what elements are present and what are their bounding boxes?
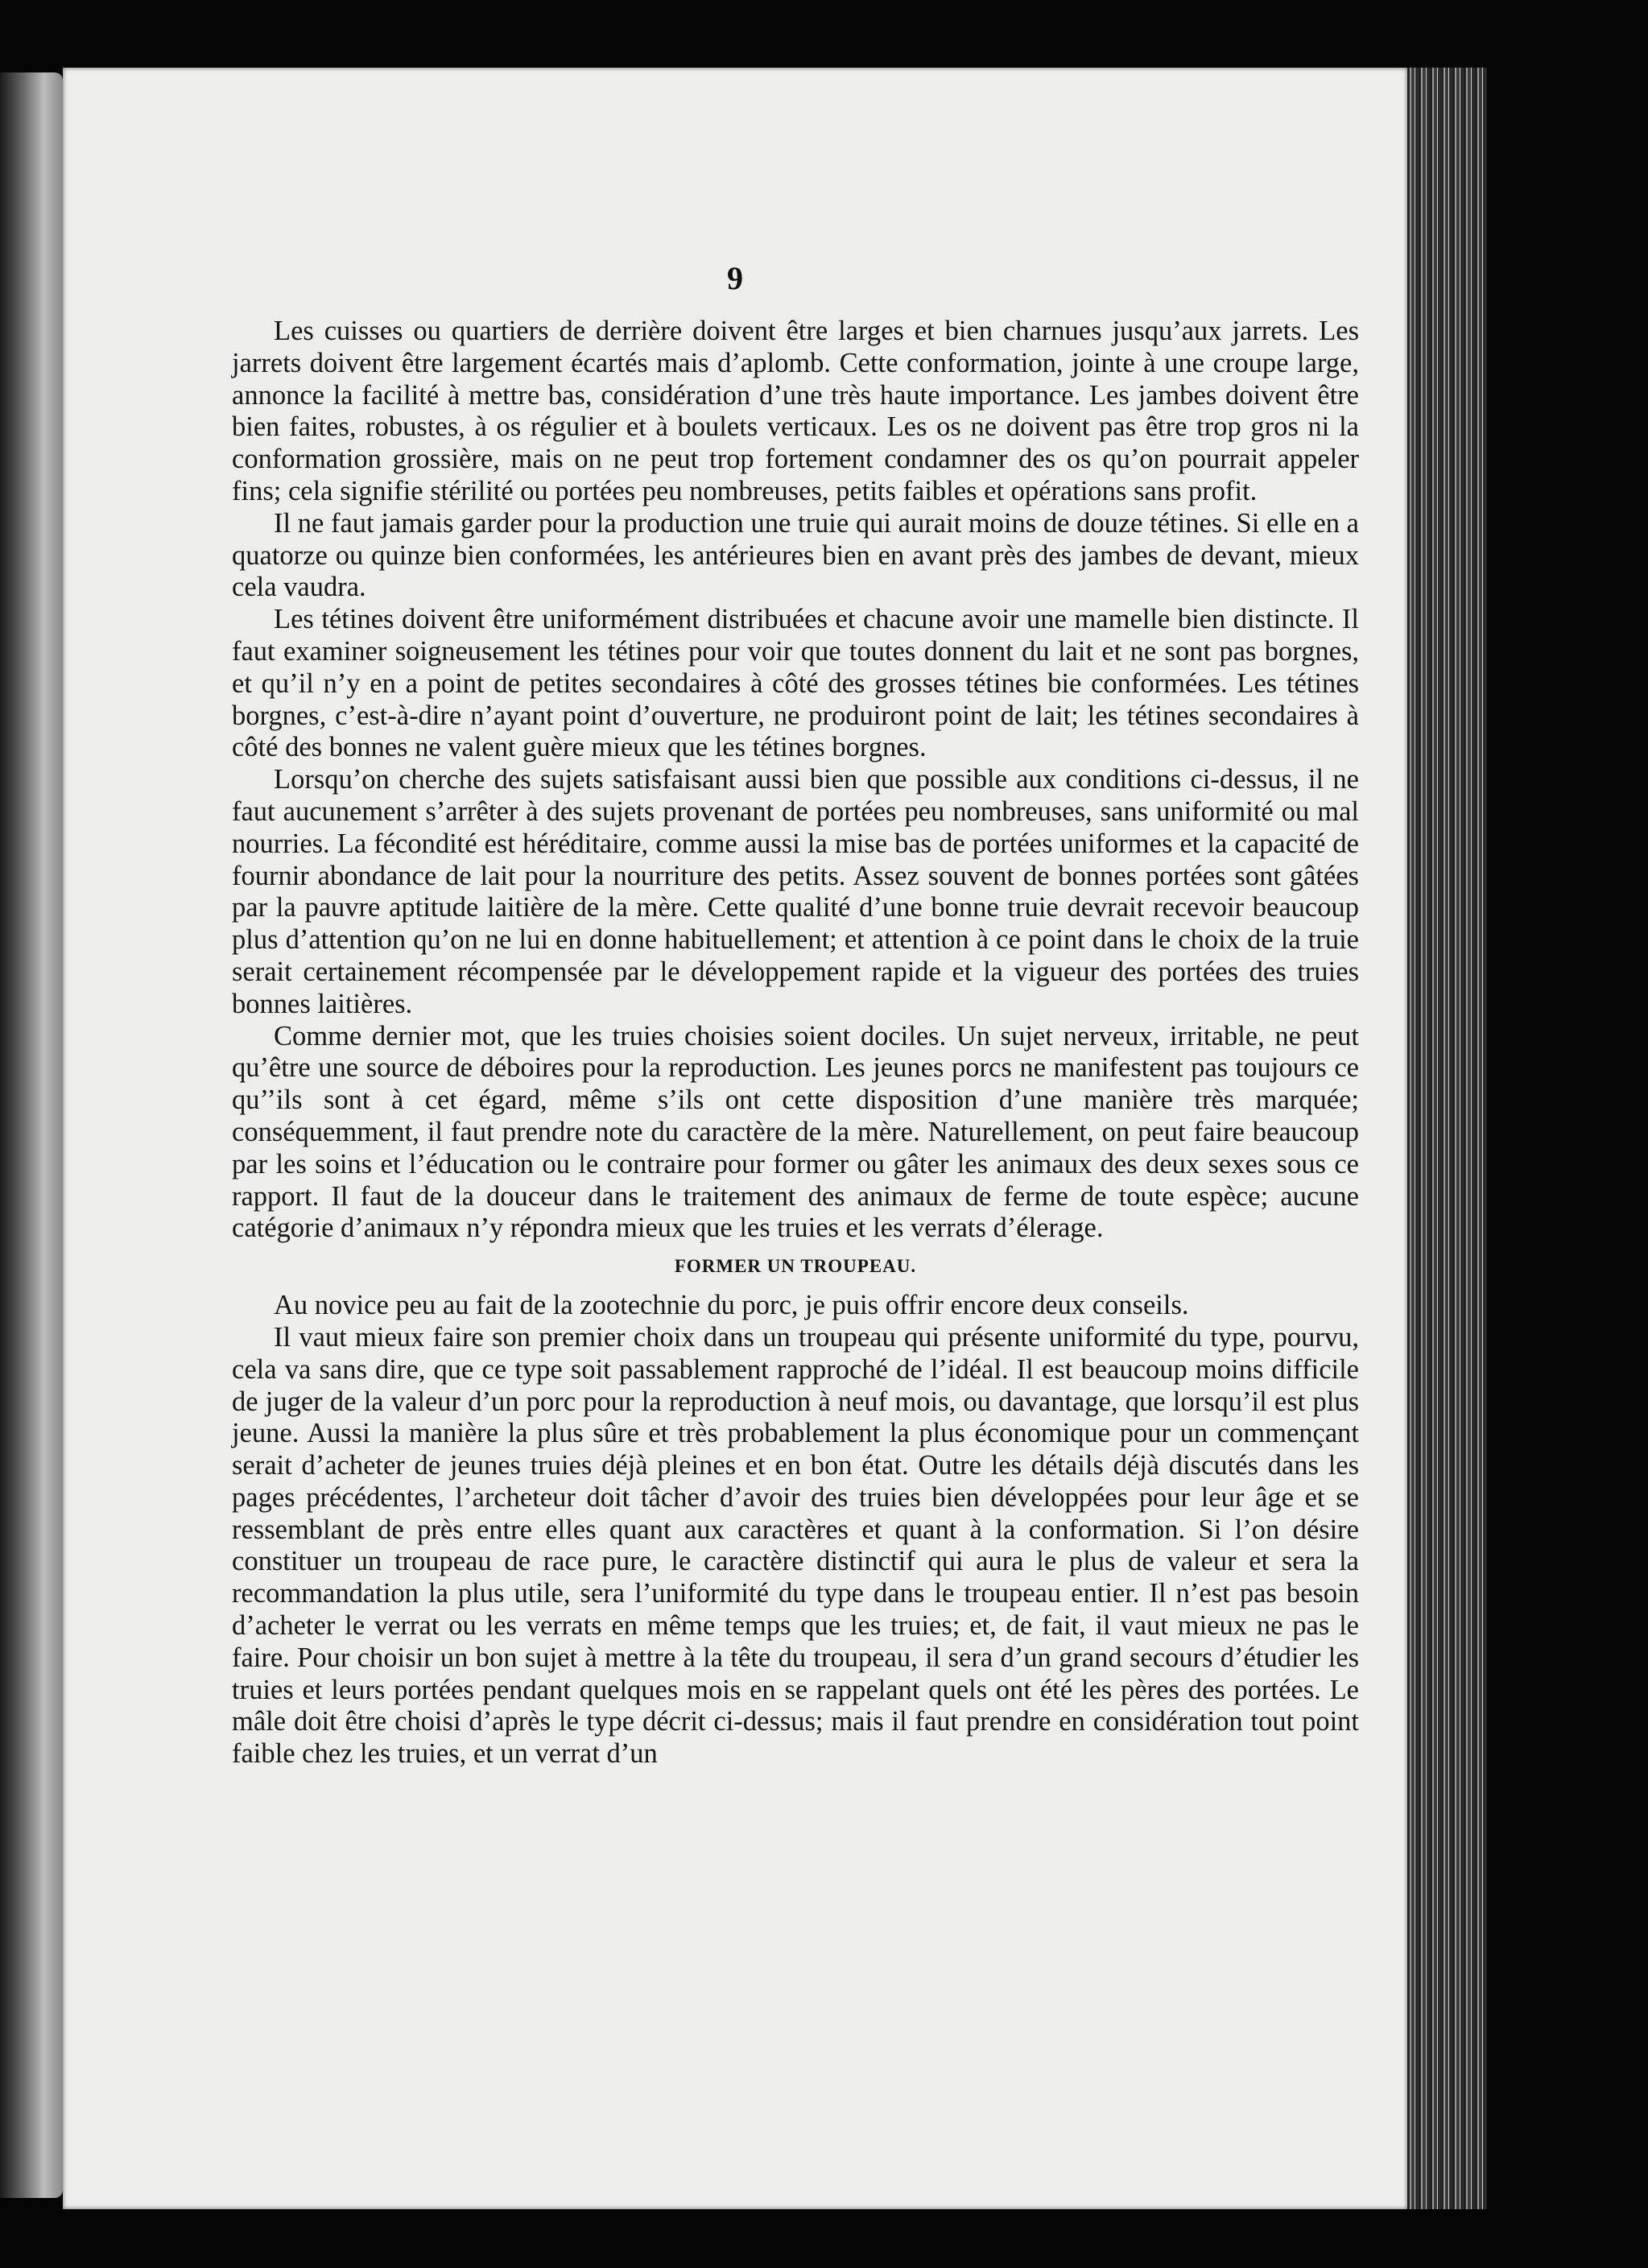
page-number: 9 [727,260,743,296]
book-page-stack [1407,68,1487,2209]
body-text [232,316,1359,1770]
paragraph: Lorsqu’on cherche des sujets satisfaisant aussi bien que possible aux conditions ci-dessus, il ne faut aucunement s’arrêter à des sujets provenant de portées peu nombreuses, sans uniformité ou mal nourries. La fécondité est héréditaire, comme aussi la mise bas de portées uniformes et la capacité de fournir abondance de lait pour la nourriture des petits. Assez souvent de bonnes portées sont gâtées par la pauvre aptitude laitière de la mère. Cette qualité d’une bonne truie devrait recevoir beaucoup plus d’attention qu’on ne lui en donne habituellement; et attention à ce point dans le choix de la truie serait certainement récompensée par le développement rapide et la vigueur des portées des truies bonnes laitières. [232,764,1359,1019]
paragraph: Il ne faut jamais garder pour la production une truie qui aurait moins de douze tétines. Si elle en a quatorze ou quinze bien conformées, les antérieures bien en avant près des jambes de devant, mieux cela vaudra. [232,507,1359,603]
section-heading: FORMER UN TROUPEAU. [674,1256,917,1277]
adjacent-page-edge [0,72,63,2198]
paragraph: Comme dernier mot, que les truies choisies soient dociles. Un sujet nerveux, irritable, ne peut qu’être une source de déboires pour la reproduction. Les jeunes porcs ne manifestent pas toujours ce qu’’ils sont à cet égard, même s’ils ont cette disposition d’une manière très marquée; conséquemment, il faut prendre note du caractère de la mère. Naturellement, on peut faire beaucoup par les soins et l’éducation ou le contraire pour former ou gâter les animaux des deux sexes sous ce rapport. Il faut de la douceur dans le traitement des animaux de ferme de toute espèce; aucune catégorie d’animaux n’y répondra mieux que les truies et les verrats d’élerage. [232,1020,1359,1244]
paragraph: Les tétines doivent être uniformément distribuées et chacune avoir une mamelle bien distincte. Il faut examiner soigneusement les tétines pour voir que toutes donnent du lait et ne sont pas borgnes, et qu’il n’y en a point de petites secondaires à côté des grosses tétines bie conformées. Les tétines borgnes, c’est-à-dire n’ayant point d’ouverture, ne produiront point de lait; les tétines secondaires à côté des bonnes ne valent guère mieux que les tétines borgnes. [232,604,1359,763]
paragraph: Les cuisses ou quartiers de derrière doivent être larges et bien charnues jusqu’aux jarrets. Les jarrets doivent être largement écartés mais d’aplomb. Cette conformation, jointe à une croupe large, annonce la facilité à mettre bas, considération d’une très haute importance. Les jambes doivent être bien faites, robustes, à os régulier et à boulets verticaux. Les os ne doivent pas être trop gros ni la conformation grossière, mais on ne peut trop fortement condamner des os qu’on pourrait appeler fins; cela signifie stérilité ou portées peu nombreuses, petits faibles et opérations sans profit. [232,316,1359,506]
paragraph: Au novice peu au fait de la zootechnie du porc, je puis offrir encore deux conseils. [274,1290,1189,1321]
paragraph: Il vaut mieux faire son premier choix dans un troupeau qui présente uniformité du type, pourvu, cela va sans dire, que ce type soit passablement rapproché de l’idéal. Il est beaucoup moins difficile de juger de la valeur d’un porc pour la reproduction à neuf mois, ou davantage, que lorsqu’il est plus jeune. Aussi la manière la plus sûre et très probablement la plus économique pour un commençant serait d’acheter de jeunes truies déjà pleines et en bon état. Outre les détails déjà discutés dans les pages précédentes, l’archeteur doit tâcher d’avoir des truies bien développées pour leur âge et se ressemblant de près entre elles quant aux caractères et quant à la conformation. Si l’on désire constituer un troupeau de race pure, le caractère distinctif qui aura le plus de valeur et sera la recommandation la plus utile, sera l’uniformité du type dans le troupeau entier. Il n’est pas besoin d’acheter le verrat ou les verrats en même temps que les truies; et, de fait, il vaut mieux ne pas le faire. Pour choisir un bon sujet à mettre à la tête du troupeau, il sera d’un grand secours d’étudier les truies et leurs portées pendant quelques mois en se rappelant quels ont été les pères des portées. Le mâle doit être choisi d’après le type décrit ci-dessus; mais il faut prendre en considération tout point faible chez les truies, et un verrat d’un [232,1321,1359,1770]
book-page [63,68,1407,2209]
